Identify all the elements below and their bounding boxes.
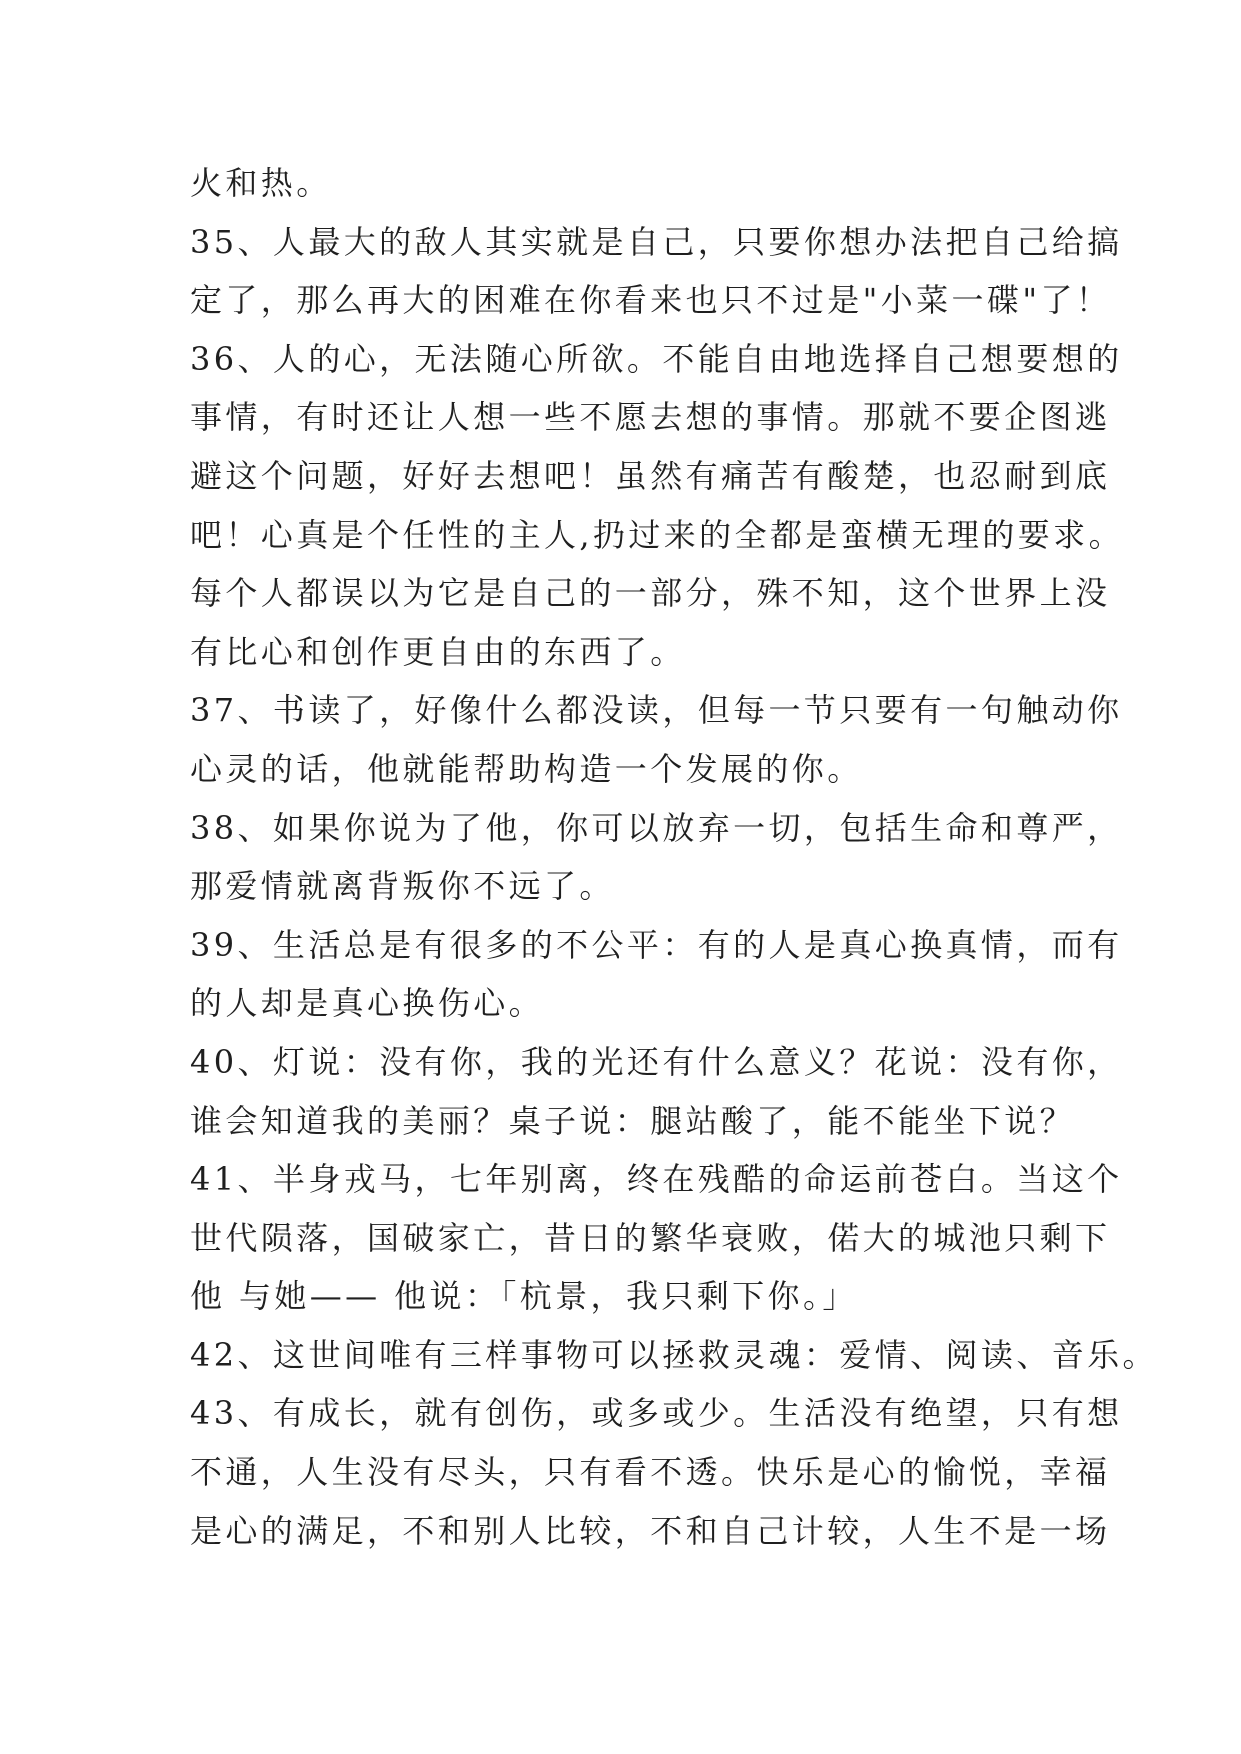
text-line: 吧！心真是个任性的主人,扔过来的全都是蛮横无理的要求。 <box>190 515 1124 554</box>
text-line: 谁会知道我的美丽？桌子说：腿站酸了，能不能坐下说？ <box>190 1101 1076 1140</box>
text-line: 的人却是真心换伤心。 <box>190 984 545 1023</box>
text-line: 41、半身戎马，七年别离，终在残酷的命运前苍白。当这个 <box>190 1160 1123 1199</box>
text-line: 心灵的话，他就能帮助构造一个发展的你。 <box>190 749 863 788</box>
text-line: 世代陨落，国破家亡，昔日的繁华衰败，偌大的城池只剩下 <box>190 1218 1111 1257</box>
text-line: 39、生活总是有很多的不公平：有的人是真心换真情，而有 <box>190 925 1123 964</box>
text-line: 避这个问题，好好去想吧！虽然有痛苦有酸楚，也忍耐到底 <box>190 456 1111 495</box>
body-text <box>190 154 1158 1560</box>
text-line: 事情，有时还让人想一些不愿去想的事情。那就不要企图逃 <box>190 398 1111 437</box>
text-line: 37、书读了，好像什么都没读，但每一节只要有一句触动你 <box>190 691 1123 730</box>
text-line: 42、这世间唯有三样事物可以拯救灵魂：爱情、阅读、音乐。 <box>190 1335 1158 1374</box>
text-line: 36、人的心，无法随心所欲。不能自由地选择自己想要想的 <box>190 339 1123 378</box>
text-line: 不通，人生没有尽头，只有看不透。快乐是心的愉悦，幸福 <box>190 1453 1111 1492</box>
text-line: 每个人都误以为它是自己的一部分，殊不知，这个世界上没 <box>190 574 1111 613</box>
text-line: 火和热。 <box>190 164 332 202</box>
text-line: 定了，那么再大的困难在你看来也只不过是"小菜一碟"了！ <box>190 281 1112 320</box>
text-line: 他 与她—— 他说：「杭景，我只剩下你。」 <box>190 1277 858 1316</box>
text-line: 有比心和创作更自由的东西了。 <box>190 632 686 671</box>
text-line: 那爱情就离背叛你不远了。 <box>190 867 615 906</box>
text-line: 是心的满足，不和别人比较，不和自己计较，人生不是一场 <box>190 1511 1111 1550</box>
text-line: 38、如果你说为了他，你可以放弃一切，包括生命和尊严， <box>190 808 1123 847</box>
text-line: 40、灯说：没有你，我的光还有什么意义？花说：没有你， <box>190 1042 1123 1081</box>
text-line: 35、人最大的敌人其实就是自己，只要你想办法把自己给搞 <box>190 222 1123 261</box>
text-line: 43、有成长，就有创伤，或多或少。生活没有绝望，只有想 <box>190 1394 1123 1433</box>
